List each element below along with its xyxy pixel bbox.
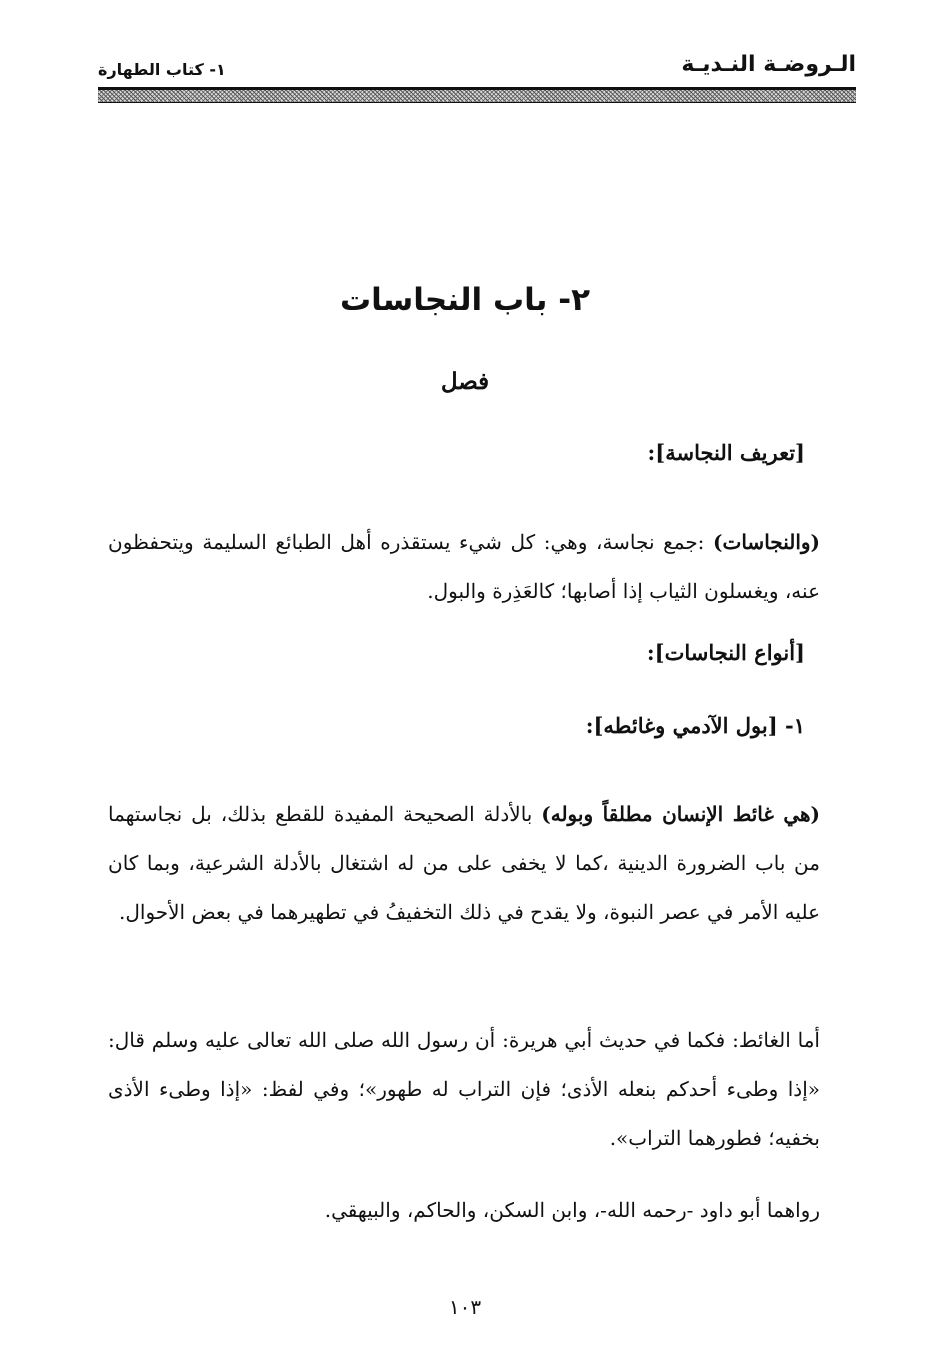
chapter-title: ٢- باب النجاسات xyxy=(340,282,590,318)
item1-body: بالأدلة الصحيحة المفيدة للقطع بذلك، بل نجاستهما من باب الضرورة الدينية ،كما لا يخفى على من له اشتغال بالأدلة الشرعية، وبما كان عليه الأمر في عصر النبوة، ولا يقدح في ذلك التخفيفُ في تطهيرهما في بعض الأحوال. xyxy=(108,802,820,924)
hadith-paragraph: أما الغائط: فكما في حديث أبي هريرة: أن رسول الله صلى الله تعالى عليه وسلم قال: «إذا وطىء أحدكم بنعله الأذى؛ فإن التراب له طهور»؛ وفي لفظ: «إذا وطىء الأذى بخفيه؛ فطورهما التراب». xyxy=(108,1028,820,1150)
definition-heading: [تعريف النجاسة]: xyxy=(647,440,805,465)
definition-lead: (والنجاسات) xyxy=(713,530,820,554)
header-divider xyxy=(98,87,856,103)
chapter-label: ١- كتاب الطهارة xyxy=(98,60,226,79)
page-number: ١٠٣ xyxy=(448,1295,482,1319)
running-header xyxy=(98,52,856,86)
item1-heading: ١- [بول الآدمي وغائطه]: xyxy=(585,713,805,738)
types-heading: [أنواع النجاسات]: xyxy=(646,640,805,665)
definition-body: :جمع نجاسة، وهي: كل شيء يستقذره أهل الطبائع السليمة ويتحفظون عنه، ويغسلون الثياب إذا أصابها؛ كالعَذِرة والبول. xyxy=(108,530,820,603)
narrators-paragraph: رواهما أبو داود -رحمه الله-، وابن السكن، والحاكم، والبيهقي. xyxy=(324,1198,820,1222)
item1-paragraph xyxy=(108,790,820,937)
book-title: الـروضـة النـديـة xyxy=(681,52,856,77)
item1-lead: (هي غائط الإنسان مطلقاً وبوله) xyxy=(541,802,821,826)
definition-paragraph xyxy=(108,518,820,616)
section-title: فصل xyxy=(440,368,490,395)
